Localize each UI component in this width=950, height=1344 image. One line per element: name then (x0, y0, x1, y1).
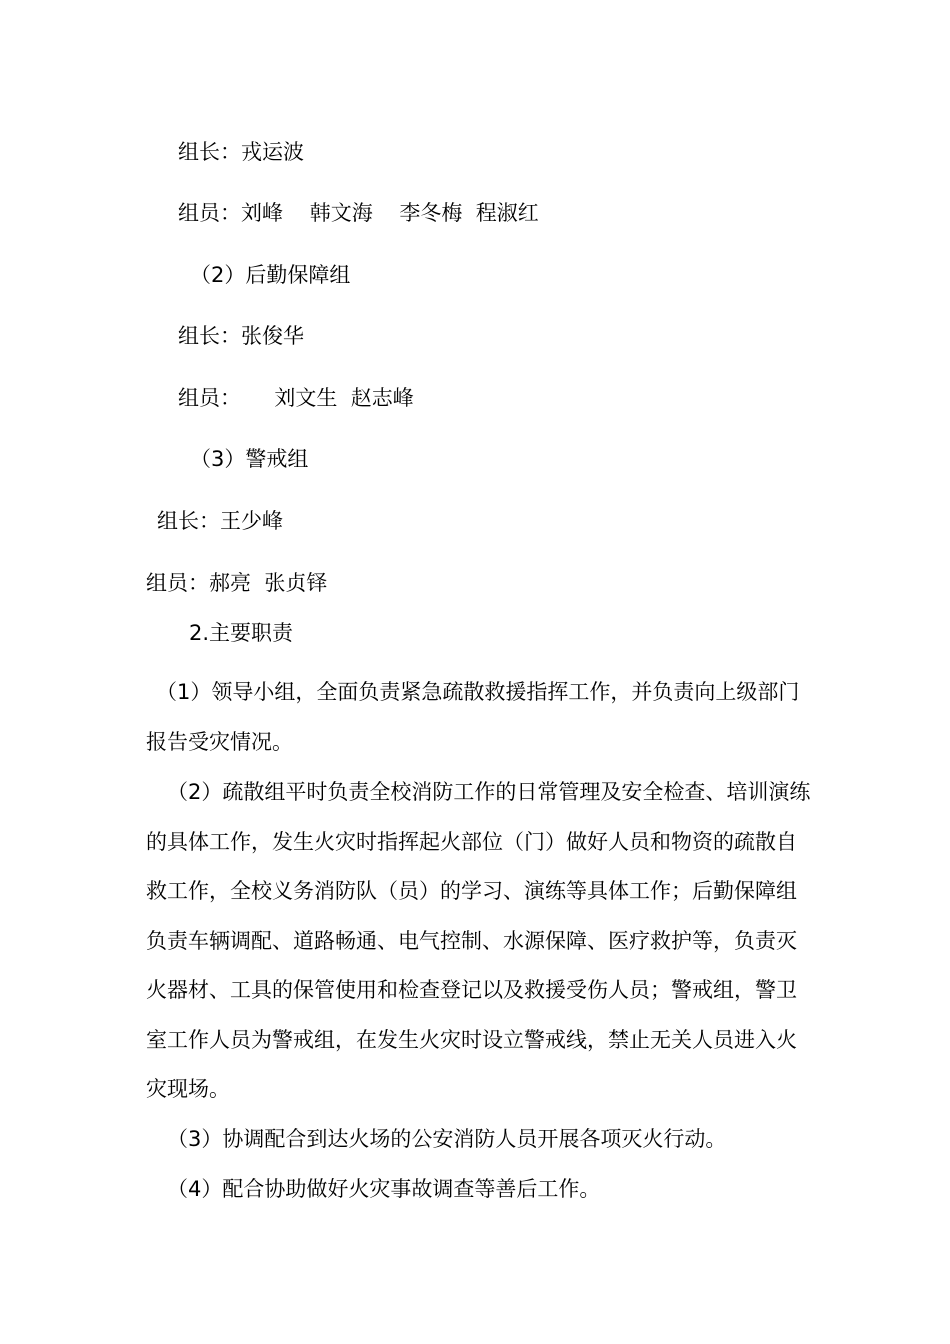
guard-members-line: 组员：郝亮 张贞铎 (146, 571, 328, 595)
group-leader-line: 组长：戎运波 (178, 140, 304, 164)
logistics-leader-line: 组长：张俊华 (178, 324, 304, 348)
duty-paragraph-1: （1）领导小组，全面负责紧急疏散救援指挥工作，并负责向上级部门报告受灾情况。 (146, 680, 800, 754)
group-members-line: 组员：刘峰 韩文海 李冬梅 程淑红 (178, 201, 539, 225)
section-heading: 2.主要职责 (189, 621, 294, 645)
duty-paragraph-4: （4）配合协助做好火灾事故调查等善后工作。 (167, 1177, 601, 1201)
guard-leader-line: 组长：王少峰 (157, 509, 283, 533)
logistics-group-heading: （2）后勤保障组 (190, 263, 351, 287)
logistics-members-line: 组员： 刘文生 赵志峰 (178, 386, 414, 410)
duty-paragraph-3: （3）协调配合到达火场的公安消防人员开展各项灭火行动。 (167, 1127, 727, 1151)
duty-paragraph-2: （2）疏散组平时负责全校消防工作的日常管理及安全检查、培训演练的具体工作，发生火灾时指挥起火部位（门）做好人员和物资的疏散自救工作，全校义务消防队（员）的学习、演练等具体工作；后勤保障组负责车辆调配、道路畅通、电气控制、水源保障、医疗救护等，负责灭火器材、工具的保管使用和检查登记以及救援受伤人员；警戒组，警卫室工作人员为警戒组，在发生火灾时设立警戒线，禁止无关人员进入火灾现场。 (146, 780, 811, 1101)
guard-group-heading: （3）警戒组 (190, 447, 309, 471)
